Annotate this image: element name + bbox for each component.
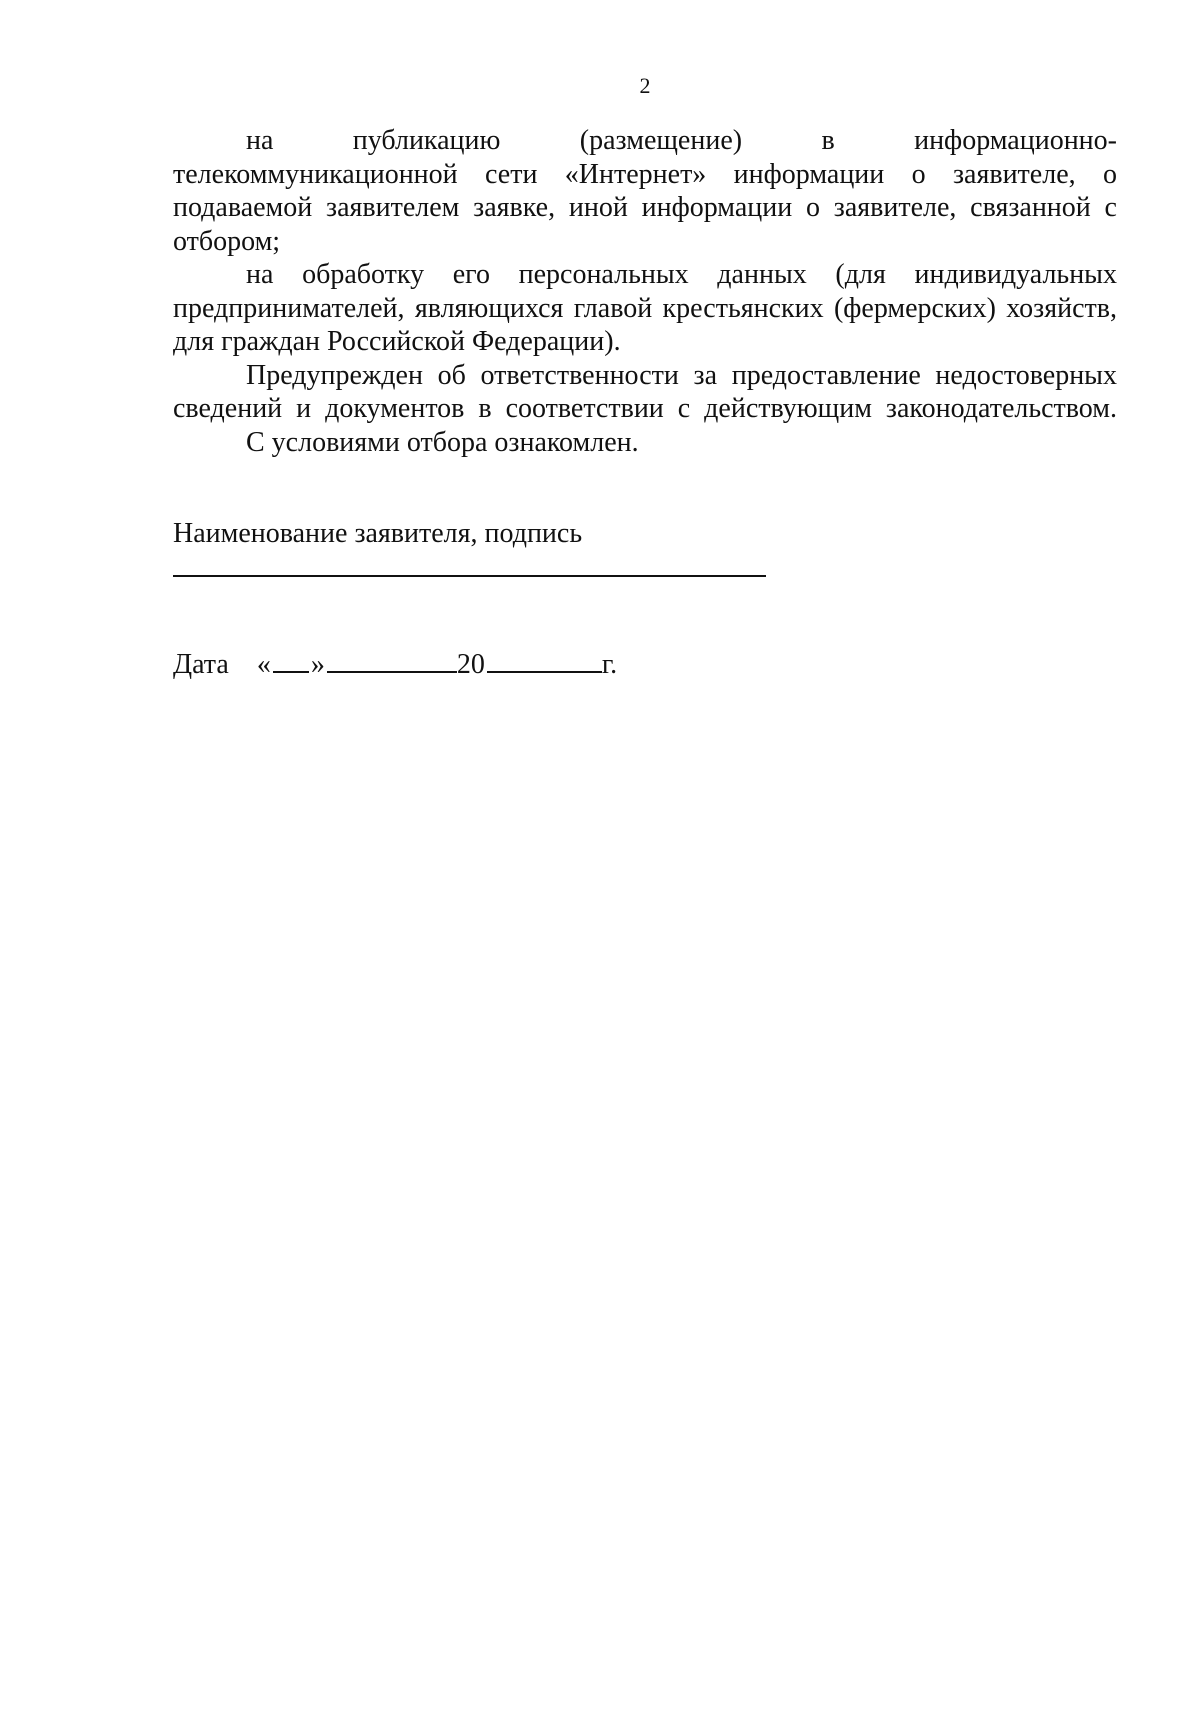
liability-warning-paragraph xyxy=(173,359,1117,426)
date-suffix: г. xyxy=(601,649,618,680)
paragraph-line: сведений и документов в соответствии с действующим законодательством. xyxy=(173,393,1117,424)
document-body xyxy=(173,124,1117,459)
paragraph-line: отбором; xyxy=(173,225,281,257)
paragraph-line: Предупрежден об ответственности за предоставление недостоверных xyxy=(246,359,1117,391)
date-close-quote: » xyxy=(310,649,325,680)
page-number: 2 xyxy=(639,73,651,98)
paragraph-line: на обработку его персональных данных (для индивидуальных xyxy=(246,259,1117,290)
personal-data-consent-paragraph xyxy=(173,258,1117,359)
paragraph-line: подаваемой заявителем заявке, иной информации о заявителе, связанной с xyxy=(173,192,1117,223)
date-century: 20 xyxy=(456,649,485,680)
date-year-blank[interactable] xyxy=(487,645,602,673)
date-label: Дата xyxy=(173,649,229,680)
paragraph-line: на публикацию (размещение) в информационно- xyxy=(246,125,1117,156)
signature-label: Наименование заявителя, подпись xyxy=(173,518,583,549)
paragraph-line: С условиями отбора ознакомлен. xyxy=(246,426,639,458)
signature-field[interactable] xyxy=(173,575,766,577)
date-open-quote: « xyxy=(256,649,271,680)
date-field xyxy=(173,645,617,682)
paragraph-line: для граждан Российской Федерации). xyxy=(173,326,621,357)
paragraph-line: предпринимателей, являющихся главой крестьянских (фермерских) хозяйств, xyxy=(173,292,1117,324)
paragraph-line: телекоммуникационной сети «Интернет» информации о заявителе, о xyxy=(173,158,1117,190)
publication-consent-paragraph xyxy=(173,124,1117,258)
date-day-blank[interactable] xyxy=(273,645,309,673)
acknowledgement-paragraph xyxy=(173,426,1117,460)
date-month-blank[interactable] xyxy=(327,645,457,673)
